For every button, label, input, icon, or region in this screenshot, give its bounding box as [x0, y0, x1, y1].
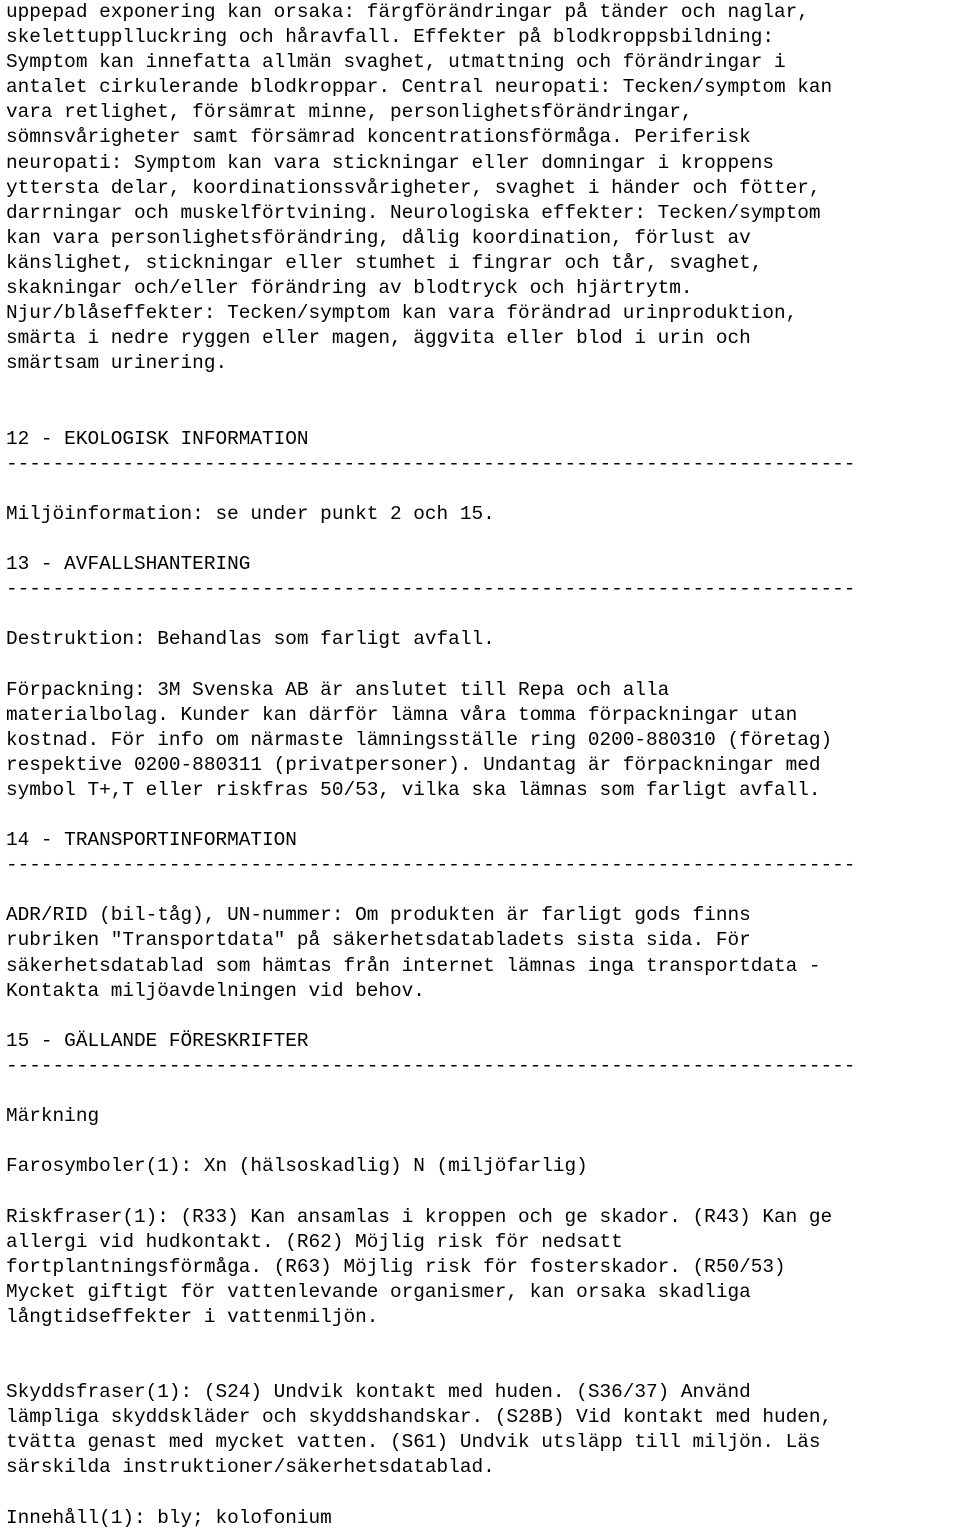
text-line	[6, 878, 960, 903]
text-line: särskilda instruktioner/säkerhetsdatablad.	[6, 1456, 495, 1479]
text-line: vara retlighet, försämrat minne, personlighetsförändringar,	[6, 101, 693, 124]
text-line: Miljöinformation: se under punkt 2 och 15.	[6, 502, 495, 525]
text-line	[6, 1481, 960, 1506]
text-line: uppepad exponering kan orsaka: färgförändringar på tänder och naglar,	[6, 1, 809, 23]
section-divider: -------------------------------------------------------------------------	[6, 1054, 856, 1077]
section-divider: -------------------------------------------------------------------------	[6, 578, 856, 601]
text-line: skakningar och/eller förändring av blodtryck och hjärtrytm.	[6, 277, 693, 300]
text-line: 14 - TRANSPORTINFORMATION	[6, 829, 297, 852]
text-line: Symptom kan innefatta allmän svaghet, utmattning och förändringar i	[6, 51, 786, 74]
text-line: kan vara personlighetsförändring, dålig koordination, förlust av	[6, 226, 751, 249]
text-line: Innehåll(1): bly; kolofonium	[6, 1506, 332, 1529]
text-line: materialbolag. Kunder kan därför lämna våra tomma förpackningar utan	[6, 703, 798, 726]
text-line: Mycket giftigt för vattenlevande organismer, kan orsaka skadliga	[6, 1280, 751, 1303]
text-line	[6, 527, 960, 552]
text-line	[6, 652, 960, 677]
text-line: sömnsvårigheter samt försämrad koncentrationsförmåga. Periferisk	[6, 126, 751, 149]
text-line: yttersta delar, koordinationssvårigheter, svaghet i händer och fötter,	[6, 176, 821, 199]
text-line: Kontakta miljöavdelningen vid behov.	[6, 979, 425, 1002]
text-line: smärtsam urinering.	[6, 352, 228, 375]
text-line	[6, 1330, 960, 1355]
text-line: lämpliga skyddskläder och skyddshandskar. (S28B) Vid kontakt med huden,	[6, 1406, 833, 1429]
text-line	[6, 402, 960, 427]
section-divider: -------------------------------------------------------------------------	[6, 452, 856, 475]
text-line: darrningar och muskelförtvining. Neurologiska effekter: Tecken/symptom	[6, 201, 821, 224]
text-line: skelettupplluckring och håravfall. Effekter på blodkroppsbildning:	[6, 26, 774, 49]
text-line: känslighet, stickningar eller stumhet i fingrar och tår, svaghet,	[6, 251, 763, 274]
text-line: antalet cirkulerande blodkroppar. Central neuropati: Tecken/symptom kan	[6, 76, 833, 99]
text-line	[6, 602, 960, 627]
text-line: Njur/blåseffekter: Tecken/symptom kan vara förändrad urinproduktion,	[6, 302, 798, 325]
text-line: Skyddsfraser(1): (S24) Undvik kontakt med huden. (S36/37) Använd	[6, 1381, 751, 1404]
text-line	[6, 477, 960, 502]
text-line	[6, 1079, 960, 1104]
text-line: neuropati: Symptom kan vara stickningar eller domningar i kroppens	[6, 151, 774, 174]
text-line: Riskfraser(1): (R33) Kan ansamlas i kroppen och ge skador. (R43) Kan ge	[6, 1205, 833, 1228]
text-line: 15 - GÄLLANDE FÖRESKRIFTER	[6, 1029, 309, 1052]
text-line: rubriken "Transportdata" på säkerhetsdatabladets sista sida. För	[6, 929, 751, 952]
section-divider: -------------------------------------------------------------------------	[6, 854, 856, 877]
text-line	[6, 1355, 960, 1380]
text-line: fortplantningsförmåga. (R63) Möjlig risk för fosterskador. (R50/53)	[6, 1255, 786, 1278]
text-line	[6, 1179, 960, 1204]
text-line: respektive 0200-880311 (privatpersoner). Undantag är förpackningar med	[6, 753, 821, 776]
text-line: symbol T+,T eller riskfras 50/53, vilka ska lämnas som farligt avfall.	[6, 778, 821, 801]
text-line: smärta i nedre ryggen eller magen, äggvita eller blod i urin och	[6, 327, 751, 350]
text-line: ADR/RID (bil-tåg), UN-nummer: Om produkten är farligt gods finns	[6, 904, 751, 927]
text-line: Destruktion: Behandlas som farligt avfall.	[6, 628, 495, 651]
text-line: 12 - EKOLOGISK INFORMATION	[6, 427, 309, 450]
document-body	[6, 0, 960, 1531]
text-line: Farosymboler(1): Xn (hälsoskadlig) N (miljöfarlig)	[6, 1155, 588, 1178]
text-line: 13 - AVFALLSHANTERING	[6, 553, 251, 576]
text-line	[6, 1004, 960, 1029]
text-line: Märkning	[6, 1105, 100, 1128]
text-line: allergi vid hudkontakt. (R62) Möjlig risk för nedsatt	[6, 1230, 623, 1253]
text-line	[6, 376, 960, 401]
text-line: säkerhetsdatablad som hämtas från internet lämnas inga transportdata -	[6, 954, 821, 977]
text-line: Förpackning: 3M Svenska AB är anslutet till Repa och alla	[6, 678, 670, 701]
text-line	[6, 1129, 960, 1154]
text-line	[6, 803, 960, 828]
text-line: kostnad. För info om närmaste lämningsställe ring 0200-880310 (företag)	[6, 728, 833, 751]
text-line: långtidseffekter i vattenmiljön.	[6, 1305, 379, 1328]
text-line: tvätta genast med mycket vatten. (S61) Undvik utsläpp till miljön. Läs	[6, 1431, 821, 1454]
